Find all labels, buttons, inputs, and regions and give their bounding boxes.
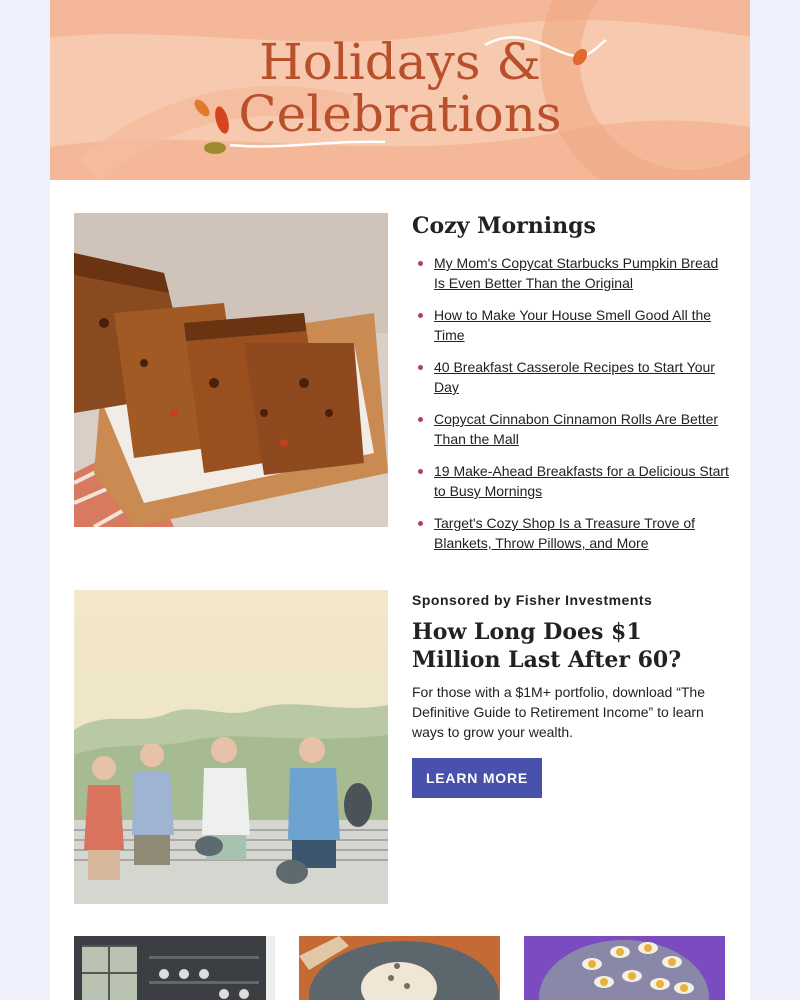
cozy-links-list	[412, 253, 732, 565]
list-item	[412, 409, 732, 449]
learn-more-button[interactable]: LEARN MORE	[412, 758, 542, 798]
thumbnail-biscuits-gravy[interactable]	[299, 936, 500, 1000]
list-item	[412, 253, 732, 293]
link-target-cozy[interactable]: Target's Cozy Shop Is a Treasure Trove of Blankets, Throw Pillows, and More	[434, 515, 696, 551]
thumbnail-kitchen-shelves[interactable]	[74, 936, 275, 1000]
list-item	[412, 357, 732, 397]
link-make-ahead[interactable]: 19 Make-Ahead Breakfasts for a Delicious Start to Busy Mornings	[434, 463, 729, 499]
holidays-banner	[50, 0, 750, 180]
list-item	[412, 461, 732, 501]
thumbnail-deviled-eggs[interactable]	[524, 936, 725, 1000]
banner-title-line1: Holidays &	[259, 33, 541, 91]
link-cinnabon[interactable]: Copycat Cinnabon Cinnamon Rolls Are Better Than the Mall	[434, 411, 719, 447]
list-item	[412, 305, 732, 345]
thumbnail-row	[74, 936, 726, 1000]
sponsored-section	[74, 590, 726, 904]
ad-description: For those with a $1M+ portfolio, download “The Definitive Guide to Retirement Income” to learn ways to grow your wealth.	[412, 684, 705, 740]
pickleball-illustration[interactable]	[74, 590, 388, 904]
link-breakfast-casserole[interactable]: 40 Breakfast Casserole Recipes to Start Your Day	[434, 359, 715, 395]
link-house-smell[interactable]: How to Make Your House Smell Good All the Time	[434, 307, 712, 343]
banner-title	[50, 33, 750, 143]
cozy-mornings-section	[74, 213, 729, 563]
ad-headline[interactable]: How Long Does $1 Million Last After 60?	[412, 619, 682, 673]
link-pumpkin-bread[interactable]: My Mom's Copycat Starbucks Pumpkin Bread Is Even Better Than the Original	[434, 255, 719, 291]
pumpkin-bread-image[interactable]	[74, 213, 388, 527]
list-item	[412, 513, 732, 553]
section-heading-cozy-mornings: Cozy Mornings	[412, 213, 596, 239]
banner-title-line2: Celebrations	[238, 85, 562, 143]
email-body	[50, 0, 750, 1000]
sponsor-label: Sponsored by Fisher Investments	[412, 592, 653, 608]
